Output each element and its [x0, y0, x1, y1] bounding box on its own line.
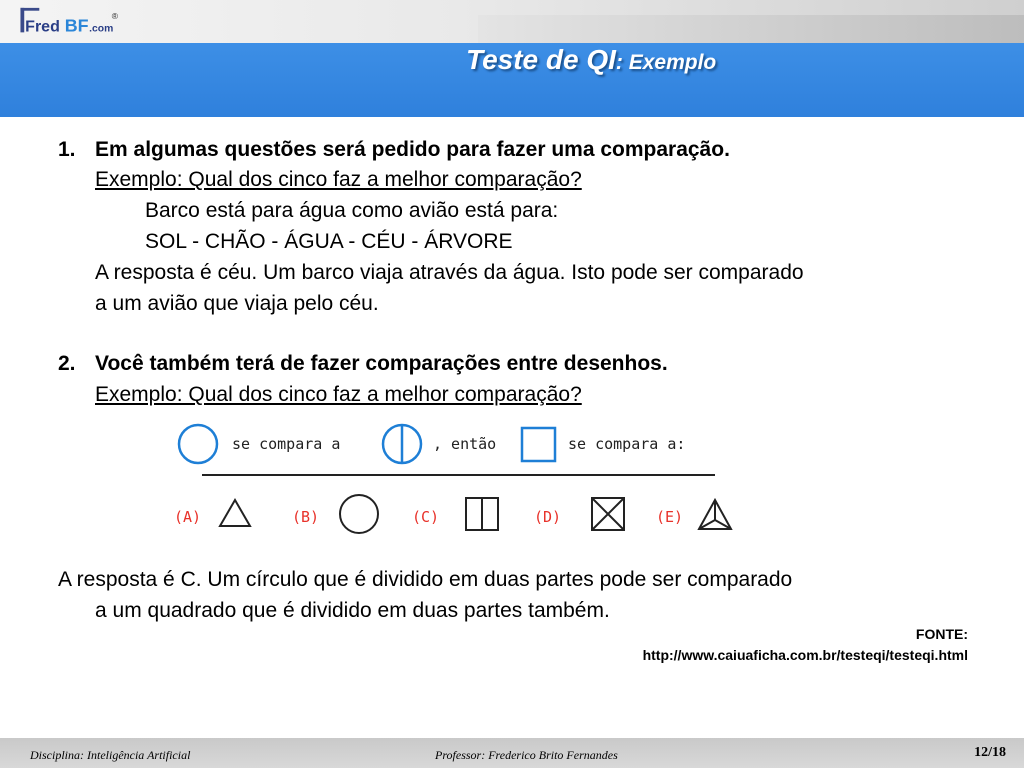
option-c-label: (C) — [412, 508, 440, 526]
logo-com: .com — [89, 23, 114, 35]
q1-heading: Em algumas questões será pedido para fazer uma comparação. — [95, 138, 730, 161]
option-c-divided-square-shape — [466, 498, 498, 530]
divided-circle-shape — [383, 425, 421, 463]
q2-heading: Você também terá de fazer comparações entre desenhos. — [95, 352, 668, 375]
q1-line1: Barco está para água como avião está para: — [145, 199, 559, 222]
comparison-diagram — [168, 418, 738, 540]
option-b-label: (B) — [292, 508, 320, 526]
square-shape — [522, 428, 555, 461]
option-e-label: (E) — [656, 508, 684, 526]
q1-answer-line2: a um avião que viaja pelo céu. — [95, 292, 379, 315]
q1-example: Exemplo: Qual dos cinco faz a melhor comparação? — [95, 168, 582, 191]
option-a-label: (A) — [174, 508, 202, 526]
q1-answer-line1: A resposta é céu. Um barco viaja através da água. Isto pode ser comparado — [95, 261, 804, 284]
option-d-label: (D) — [534, 508, 562, 526]
footer-professor: Professor: Frederico Brito Fernandes — [435, 748, 618, 762]
phrase-compara-1: se compara a — [232, 435, 341, 453]
phrase-compara-2: se compara a: — [568, 435, 686, 453]
q2-answer-line2: a um quadrado que é dividido em duas partes também. — [95, 599, 610, 622]
source-label: FONTE: — [915, 626, 968, 642]
title-sub: : Exemplo — [615, 51, 717, 74]
footer-discipline: Disciplina: Inteligência Artificial — [30, 748, 191, 762]
page-number: 12/18 — [974, 745, 1006, 760]
q2-answer-line1: A resposta é C. Um círculo que é dividido em duas partes pode ser comparado — [58, 568, 793, 591]
option-d-crossed-square-shape — [592, 498, 624, 530]
q2-number: 2. — [58, 352, 76, 375]
title-main: Teste de QI — [466, 44, 616, 75]
logo-registered-mark: ® — [111, 11, 119, 22]
q1-number: 1. — [58, 138, 76, 161]
phrase-entao: , então — [433, 435, 497, 453]
logo-bf: BF — [64, 15, 89, 36]
q1-line2: SOL - CHÃO - ÁGUA - CÉU - ÁRVORE — [145, 230, 513, 253]
q2-example: Exemplo: Qual dos cinco faz a melhor comparação? — [95, 383, 582, 406]
circle-shape — [179, 425, 217, 463]
logo-fred: Fred — [25, 18, 60, 36]
option-b-circle-shape — [340, 495, 378, 533]
option-e-divided-triangle-shape — [699, 500, 731, 529]
source-url: http://www.caiuaficha.com.br/testeqi/testeqi.html — [642, 647, 968, 663]
option-a-triangle-shape — [220, 500, 250, 526]
